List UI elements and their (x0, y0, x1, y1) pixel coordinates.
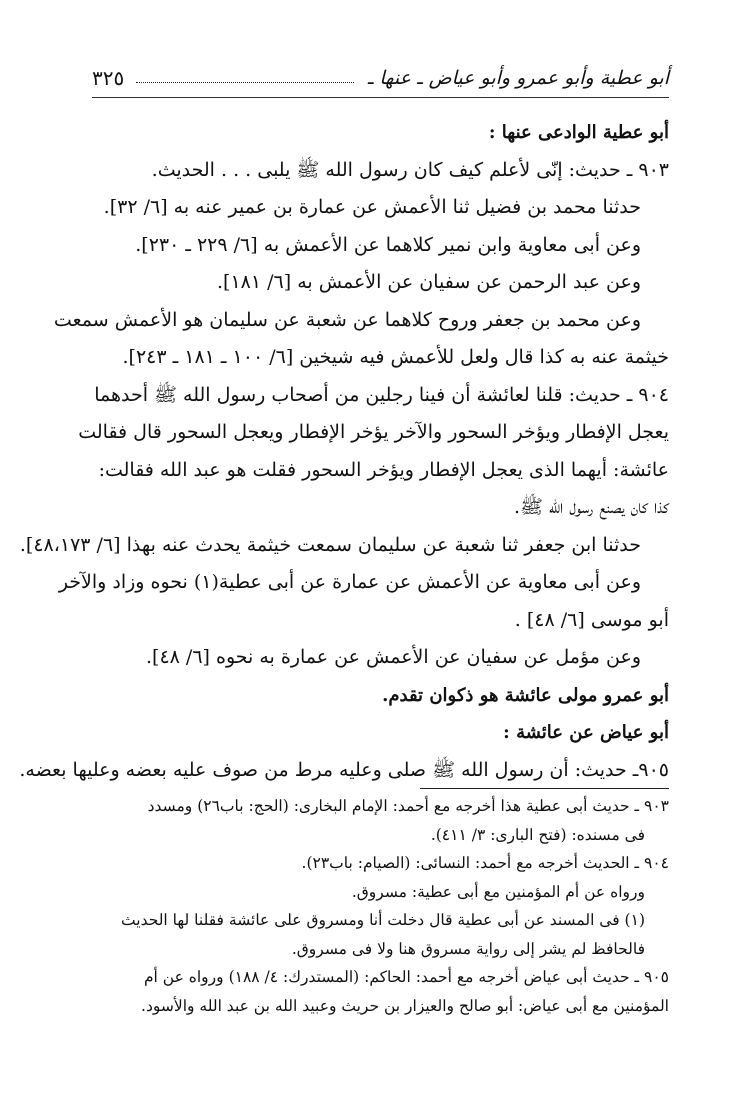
footnote-line: ٩٠٥ ـ حديث أبى عياض أخرجه مع أحمد: الحاكم: (المستدرك: ٤/ ١٨٨) ورواه عن أم (143, 968, 669, 986)
running-header (92, 60, 669, 96)
text-line: حدثنا محمد بن فضيل ثنا الأعمش عن عمارة بن عمير عنه به [٦/ ٣٢]. (103, 196, 641, 218)
text-line: كذا كان يصنع رسول الله ﷺ. (513, 496, 669, 518)
footnote-line: المؤمنين مع أبى عياض: أبو صالح والعيزار بن حريث وعبيد الله بن عبد الله والأسود. (141, 996, 669, 1015)
main-text (19, 114, 669, 789)
section-heading-abu-iyad: أبو عياض عن عائشة : (503, 722, 669, 743)
footnote-line: فالحافظ لم يشر إلى رواية مسروق هنا ولا فى مسروق. (291, 939, 645, 958)
footnote-divider (420, 788, 669, 789)
text-line: ٩٠٣ ـ حديث: إنّى لأعلم كيف كان رسول الله ﷺ يلبى . . . الحديث. (151, 158, 669, 181)
footnote-line: ٩٠٤ ـ الحديث أخرجه مع أحمد: النسائى: (الصيام: باب٢٣). (301, 854, 669, 872)
header-divider (92, 97, 669, 98)
text-line: ٩٠٥ـ حديث: أن رسول الله ﷺ صلى وعليه مرط من صوف عليه بعضه وعليها بعضه. (19, 758, 669, 781)
text-line: وعن مؤمل عن سفيان عن الأعمش عن عمارة به نحوه [٦/ ٤٨]. (146, 646, 641, 668)
text-line: خيثمة عنه به كذا قال ولعل للأعمش فيه شيخين [٦/ ١٠٠ ـ ١٨١ ـ ٢٤٣]. (122, 346, 669, 368)
text-line: ٩٠٤ ـ حديث: قلنا لعائشة أن فينا رجلين من أصحاب رسول الله ﷺ أحدهما (94, 383, 669, 406)
header-title: أبو عطية وأبو عمرو وأبو عياض ـ عنها ـ (367, 67, 669, 89)
page-number: ٣٢٥ (92, 66, 125, 90)
footnote-line: ورواه عن أم المؤمنين مع أبى عطية: مسروق. (351, 882, 645, 901)
text-line: أبو موسى [٦/ ٤٨] . (514, 608, 669, 631)
text-line: وعن عبد الرحمن عن سفيان عن الأعمش به [٦/ ١٨١]. (217, 271, 641, 293)
text-line: وعن أبى معاوية عن الأعمش عن عمارة عن أبى عطية(١) نحوه وزاد والآخر (58, 571, 641, 593)
section-heading-abu-amr: أبو عمرو مولى عائشة هو ذكوان تقدم. (382, 684, 669, 706)
text-line: وعن أبى معاوية وابن نمير كلاهما عن الأعمش به [٦/ ٢٢٩ ـ ٢٣٠]. (135, 233, 641, 256)
header-dotted-rule (136, 82, 354, 83)
footnotes (98, 792, 669, 1020)
text-line: عائشة: أيهما الذى يعجل الإفطار ويؤخر السحور فقلت هو عبد الله فقالت: (98, 458, 669, 481)
text-line: يعجل الإفطار ويؤخر السحور والآخر يؤخر الإفطار ويعجل السحور قال فقالت (78, 421, 669, 443)
footnote-line: ٩٠٣ ـ حديث أبى عطية هذا أخرجه مع أحمد: الإمام البخارى: (الحج: باب٢٦) ومسدد (147, 797, 669, 815)
footnote-line: فى مسنده: (فتح البارى: ٣/ ٤١١). (430, 825, 645, 844)
section-heading-abu-atiyya: أبو عطية الوادعى عنها : (488, 122, 669, 143)
text-line: وعن محمد بن جعفر وروح كلاهما عن شعبة عن سليمان هو الأعمش سمعت (53, 308, 641, 331)
footnote-line: (١) فى المسند عن أبى عطية قال دخلت أنا ومسروق على عائشة فقلنا لها الحديث (121, 911, 645, 929)
text-line: حدثنا ابن جعفر ثنا شعبة عن سليمان سمعت خيثمة يحدث عنه بهذا [٦/ ٤٨،١٧٣]. (19, 533, 641, 556)
